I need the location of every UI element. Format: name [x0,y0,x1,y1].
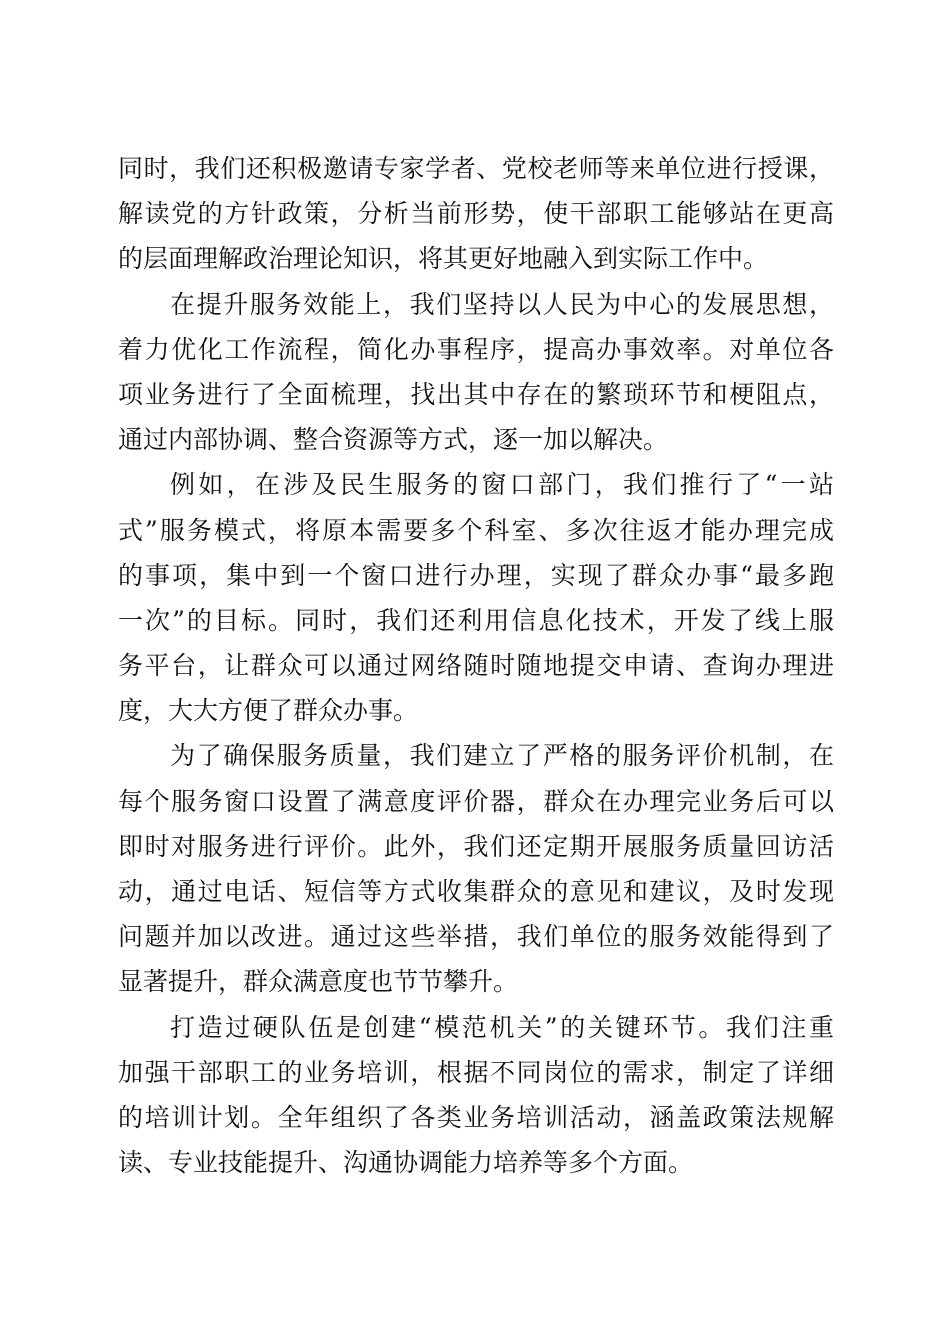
text-line: 每个服务窗口设置了满意度评价器，群众在办理完业务后可以 [118,786,834,816]
text-line: 的培训计划。全年组织了各类业务培训活动，涵盖政策法规解 [118,1102,834,1132]
text-line: 务平台，让群众可以通过网络随时随地提交申请、查询办理进 [118,651,834,681]
text-line: 的层面理解政治理论知识，将其更好地融入到实际工作中。 [118,244,769,274]
text-line: 解读党的方针政策，分析当前形势，使干部职工能够站在更高 [118,199,834,229]
text-line: 一次”的目标。同时，我们还利用信息化技术，开发了线上服 [118,605,834,635]
text-line: 同时，我们还积极邀请专家学者、党校老师等来单位进行授课， [118,154,834,183]
text-line: 着力优化工作流程，简化办事程序，提高办事效率。对单位各 [118,334,834,364]
paragraph-1 [118,146,834,282]
text-line: 加强干部职工的业务培训，根据不同岗位的需求，制定了详细 [118,1057,834,1087]
document-page [118,146,834,1185]
text-line: 即时对服务进行评价。此外，我们还定期开展服务质量回访活 [118,831,834,861]
paragraph-2 [118,282,834,463]
text-line: 例如，在涉及民生服务的窗口部门，我们推行了“一站 [170,470,834,500]
text-line: 显著提升，群众满意度也节节攀升。 [118,967,519,997]
text-line: 度，大大方便了群众办事。 [118,696,419,726]
text-line: 通过内部协调、整合资源等方式，逐一加以解决。 [118,425,669,455]
text-line: 动，通过电话、短信等方式收集群众的意见和建议，及时发现 [118,877,834,906]
text-line: 读、专业技能提升、沟通协调能力培养等多个方面。 [118,1148,694,1178]
paragraph-3 [118,462,834,733]
paragraph-5 [118,1005,834,1186]
text-line: 在提升服务效能上，我们坚持以人民为中心的发展思想， [170,289,834,319]
text-line: 项业务进行了全面梳理，找出其中存在的繁琐环节和梗阻点， [118,379,834,409]
text-line: 打造过硬队伍是创建“模范机关”的关键环节。我们注重 [170,1012,834,1042]
text-line: 为了确保服务质量，我们建立了严格的服务评价机制，在 [170,741,834,771]
text-line: 的事项，集中到一个窗口进行办理，实现了群众办事“最多跑 [118,560,834,590]
text-line: 问题并加以改进。通过这些举措，我们单位的服务效能得到了 [118,922,834,952]
text-line: 式”服务模式，将原本需要多个科室、多次往返才能办理完成 [118,515,834,545]
paragraph-4 [118,733,834,1004]
